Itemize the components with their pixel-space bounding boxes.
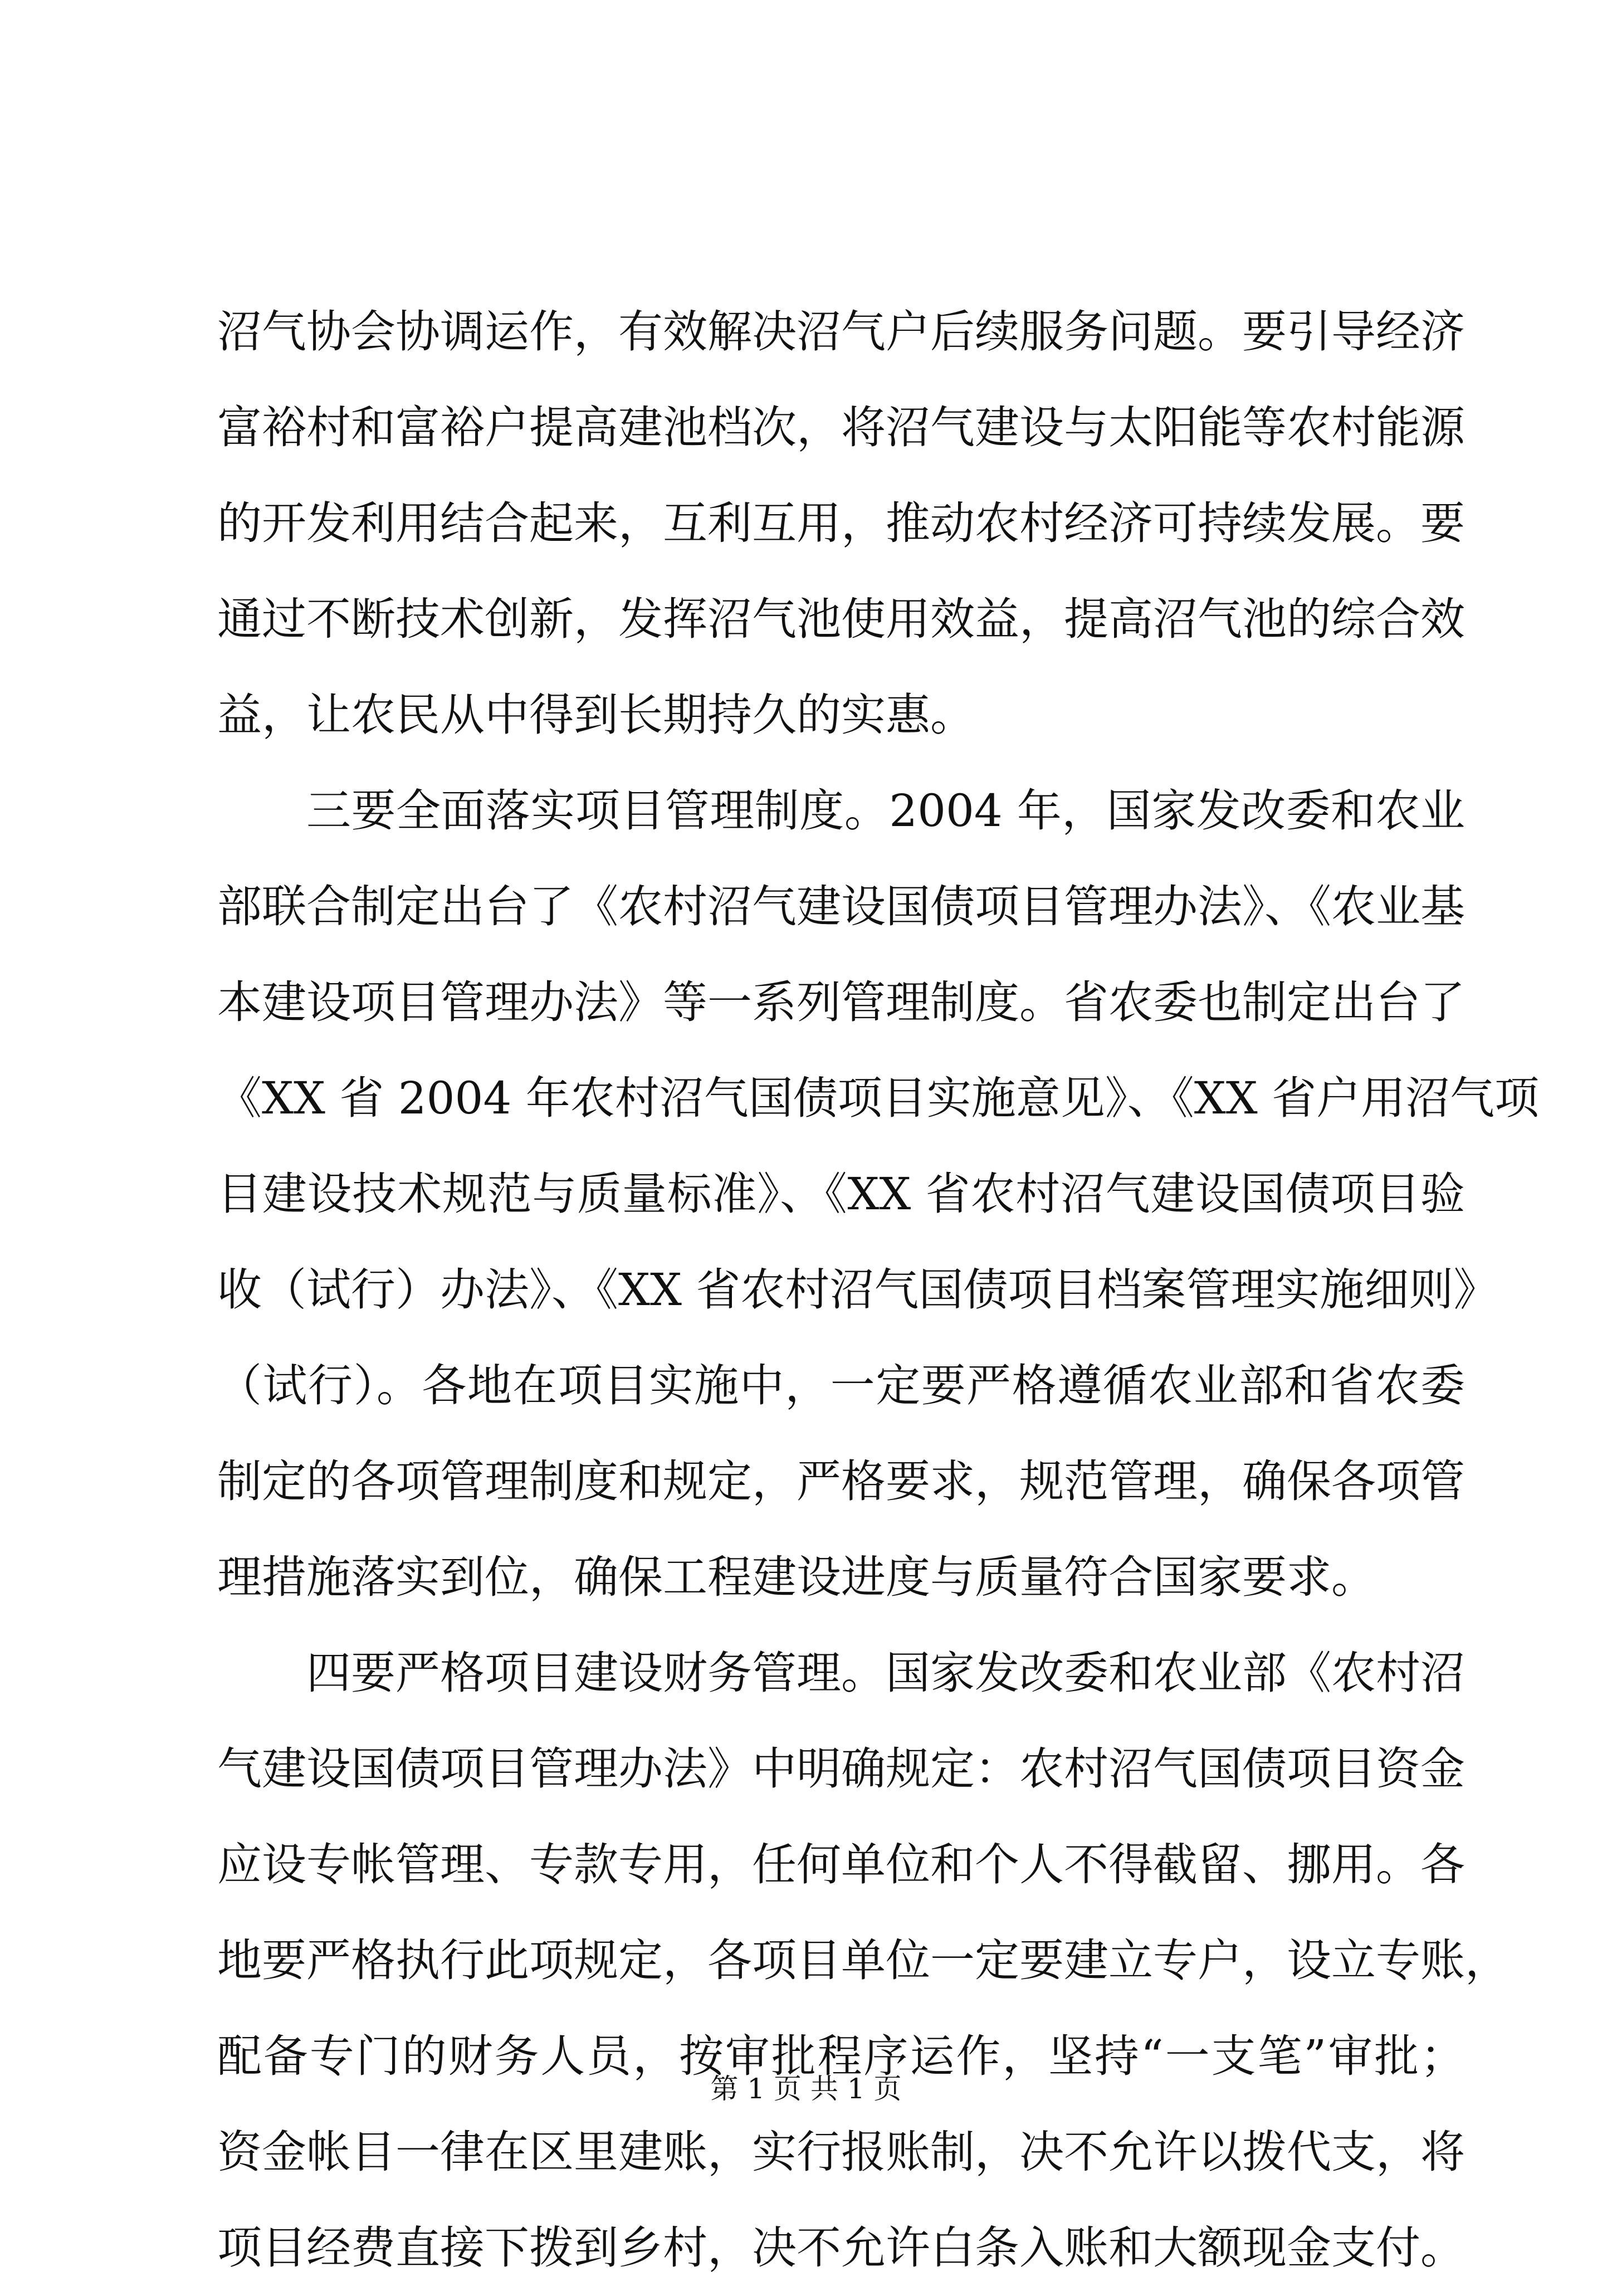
text-line: 资金帐目一律在区里建账，实行报账制，决不允许以拨代支，将 xyxy=(217,2126,1465,2178)
text-line: 《XX 省 2004 年农村沼气国债项目实施意见》、《XX 省户用沼气项 xyxy=(217,1072,1540,1124)
text-line: 部联合制定出台了《农村沼气建设国债项目管理办法》、《农业基 xyxy=(217,881,1465,932)
text-line: 通过不断技术创新，发挥沼气池使用效益，提高沼气池的综合效 xyxy=(217,593,1465,645)
text-line: 气建设国债项目管理办法》中明确规定：农村沼气国债项目资金 xyxy=(217,1743,1465,1795)
text-line: 地要严格执行此项规定，各项目单位一定要建立专户，设立专账， xyxy=(217,1934,1510,1986)
text-line: 应设专帐管理、专款专用，任何单位和个人不得截留、挪用。各 xyxy=(217,1839,1465,1890)
text-line: 的开发利用结合起来，互利互用，推动农村经济可持续发展。要 xyxy=(217,497,1465,549)
paragraph-first-line: 四要严格项目建设财务管理。国家发改委和农业部《农村沼 xyxy=(306,1647,1465,1699)
text-line: （试行）。各地在项目实施中，一定要严格遵循农业部和省农委 xyxy=(217,1360,1465,1411)
document-body xyxy=(217,284,1540,2296)
text-line: 富裕村和富裕户提高建池档次，将沼气建设与太阳能等农村能源 xyxy=(217,402,1465,453)
text-line: 本建设项目管理办法》等一系列管理制度。省农委也制定出台了 xyxy=(217,976,1465,1028)
text-line: 目建设技术规范与质量标准》、《XX 省农村沼气建设国债项目验 xyxy=(217,1168,1465,1220)
page-number-footer: 第 1 页 共 1 页 xyxy=(710,2073,902,2105)
text-line: 制定的各项管理制度和规定，严格要求，规范管理，确保各项管 xyxy=(217,1455,1465,1507)
text-line: 项目经费直接下拨到乡村，决不允许白条入账和大额现金支付。 xyxy=(217,2222,1465,2274)
text-line: 理措施落实到位，确保工程建设进度与质量符合国家要求。 xyxy=(217,1551,1376,1603)
text-line: 配备专门的财务人员，按审批程序运作，坚持“一支笔”审批； xyxy=(217,2030,1465,2082)
text-line: 沼气协会协调运作，有效解决沼气户后续服务问题。要引导经济 xyxy=(217,306,1465,358)
text-line: 益，让农民从中得到长期持久的实惠。 xyxy=(217,689,975,741)
paragraph-first-line: 三要全面落实项目管理制度。2004 年，国家发改委和农业 xyxy=(306,785,1465,837)
text-line: 收（试行）办法》、《XX 省农村沼气国债项目档案管理实施细则》 xyxy=(217,1264,1498,1316)
